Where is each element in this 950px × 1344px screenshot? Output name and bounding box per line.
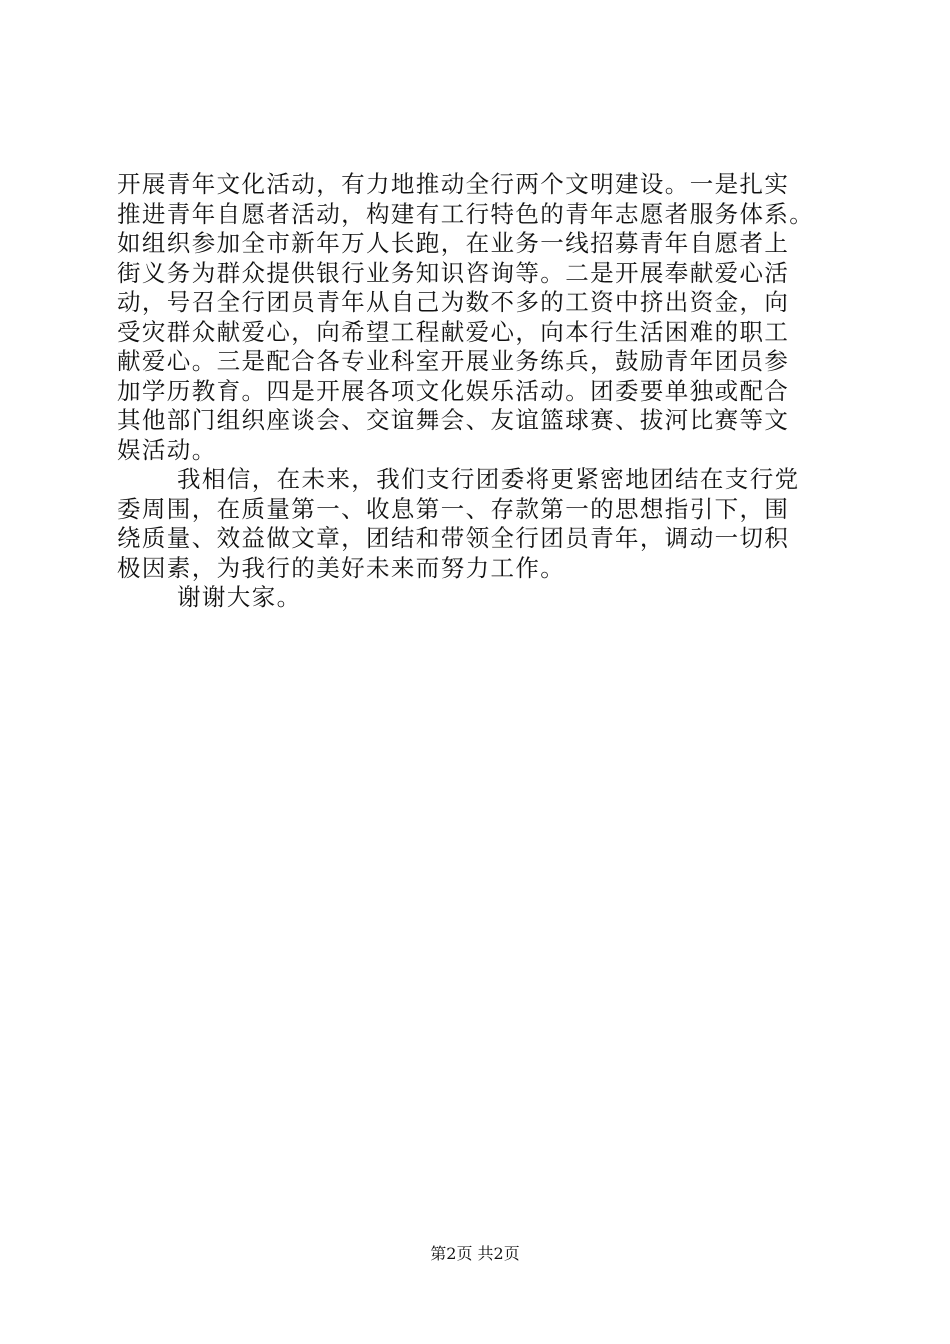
text-line: 我相信，在未来，我们支行团委将更紧密地团结在支行党 — [177, 465, 800, 493]
text-line: 娱活动。 — [117, 435, 217, 464]
paragraph-future — [117, 465, 837, 583]
text-line: 动，号召全行团员青年从自己为数不多的工资中挤出资金，向 — [117, 288, 790, 316]
text-line: 开展青年文化活动，有力地推动全行两个文明建设。一是扎实 — [117, 170, 790, 198]
text-line: 绕质量、效益做文章，团结和带领全行团员青年，调动一切积 — [117, 524, 790, 552]
text-line: 谢谢大家。 — [177, 583, 302, 611]
text-line: 推进青年自愿者活动，构建有工行特色的青年志愿者服务体系。 — [117, 199, 815, 228]
paragraph-activities — [117, 170, 837, 465]
document-body — [117, 170, 837, 613]
text-line: 受灾群众献爱心，向希望工程献爱心，向本行生活困难的职工 — [117, 317, 790, 346]
paragraph-thanks — [117, 583, 837, 613]
text-line: 加学历教育。四是开展各项文化娱乐活动。团委要单独或配合 — [117, 376, 790, 405]
text-line: 献爱心。三是配合各专业科室开展业务练兵，鼓励青年团员参 — [117, 347, 790, 375]
text-line: 委周围，在质量第一、收息第一、存款第一的思想指引下，围 — [117, 494, 790, 523]
text-line: 其他部门组织座谈会、交谊舞会、友谊篮球赛、拔河比赛等文 — [117, 406, 790, 434]
text-line: 极因素，为我行的美好未来而努力工作。 — [117, 553, 566, 582]
text-line: 如组织参加全市新年万人长跑，在业务一线招募青年自愿者上 — [117, 229, 790, 257]
text-line: 街义务为群众提供银行业务知识咨询等。二是开展奉献爱心活 — [117, 258, 790, 287]
page-footer: 第2页 共2页 — [430, 1244, 520, 1263]
